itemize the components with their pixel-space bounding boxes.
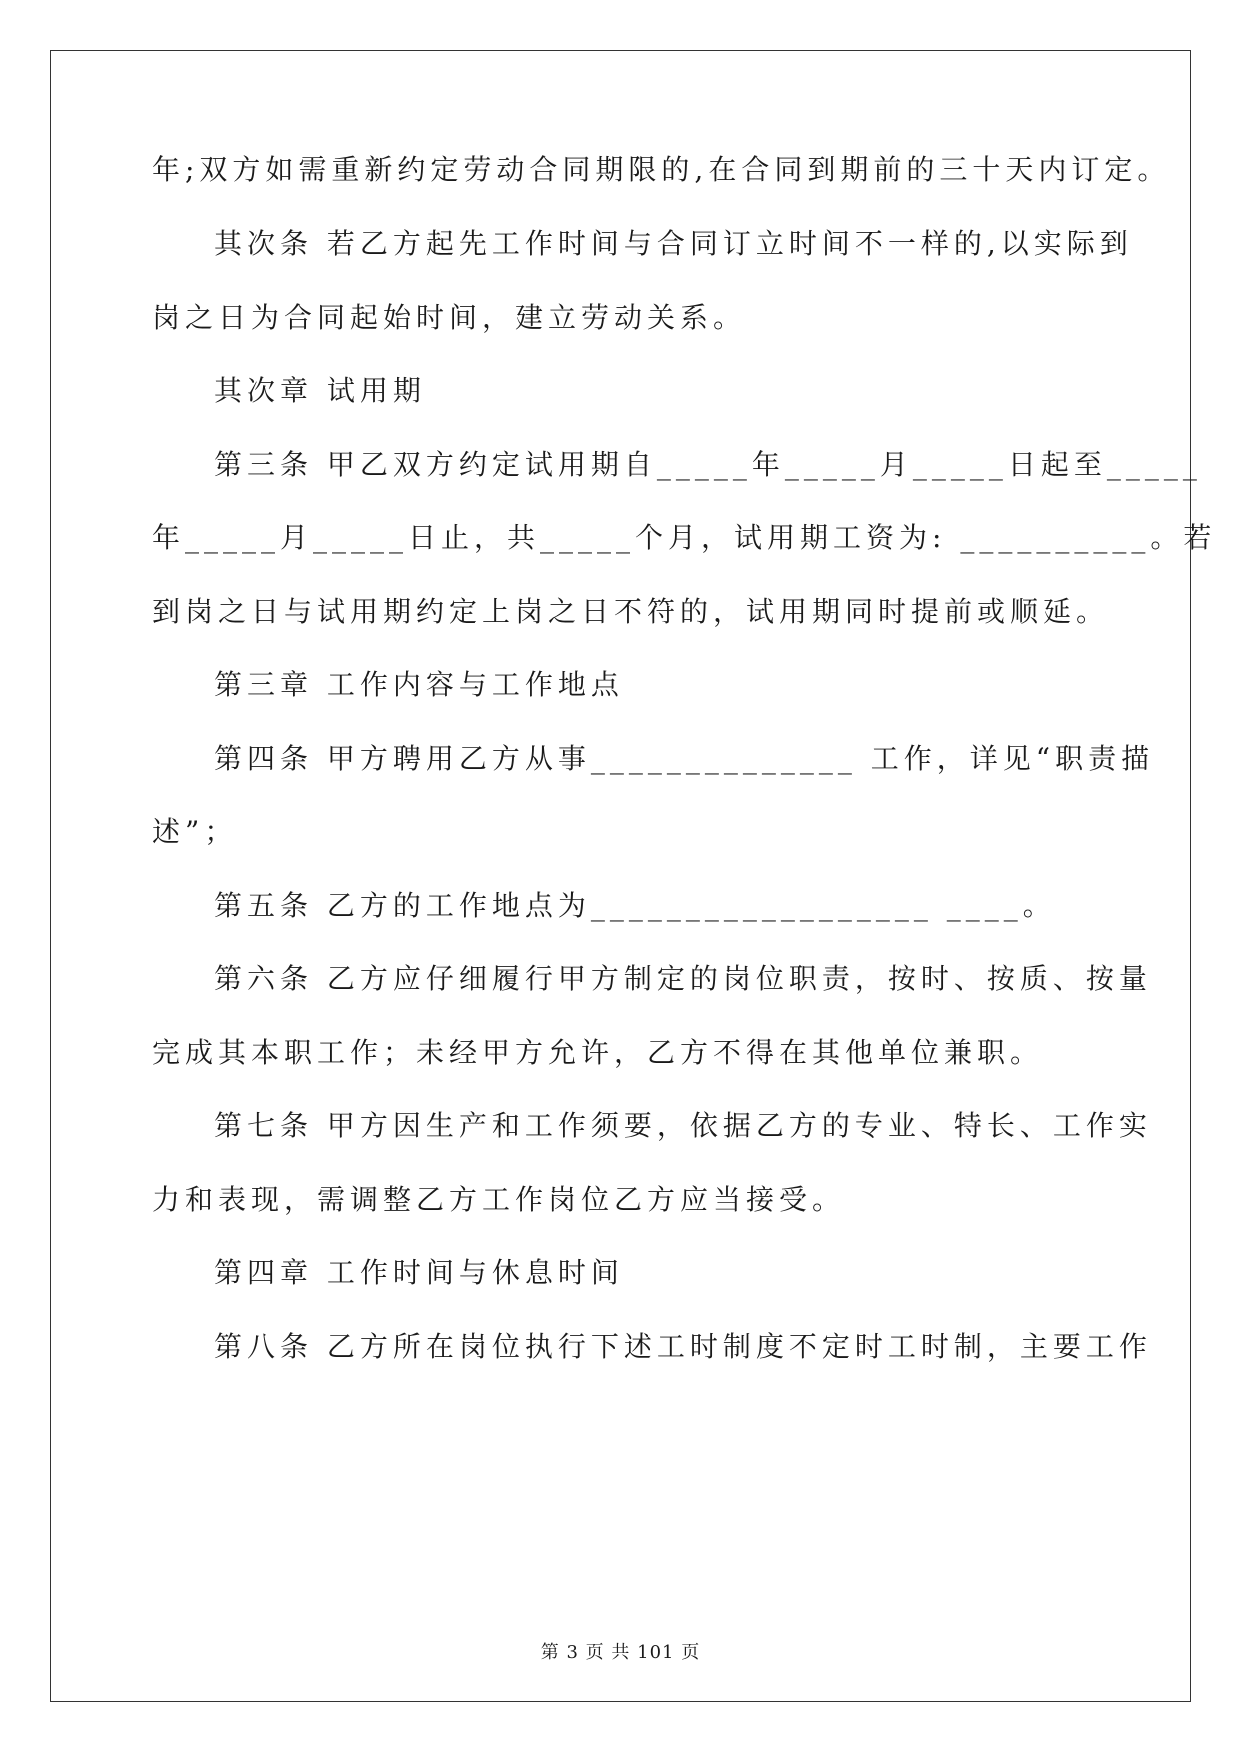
text-line: 岗之日为合同起始时间，建立劳动关系。 (152, 301, 747, 334)
chapter-heading: 其次章 试用期 (214, 374, 426, 407)
chapter-heading: 第四章 工作时间与休息时间 (214, 1256, 624, 1289)
chapter-heading: 第三章 工作内容与工作地点 (214, 668, 624, 701)
text-line: 年_____月_____日止，共_____个月，试用期工资为: __________。若 (152, 521, 1217, 554)
text-line: 第六条 乙方应仔细履行甲方制定的岗位职责，按时、按质、按量 (214, 962, 1152, 995)
text-line: 其次条 若乙方起先工作时间与合同订立时间不一样的,以实际到 (214, 227, 1133, 260)
text-line: 力和表现，需调整乙方工作岗位乙方应当接受。 (152, 1183, 846, 1216)
text-line: 第三条 甲乙双方约定试用期自_____年_____月_____日起至_____ (214, 448, 1202, 481)
text-line: 到岗之日与试用期约定上岗之日不符的，试用期同时提前或顺延。 (152, 595, 1110, 628)
text-line: 第七条 甲方因生产和工作须要，依据乙方的专业、特长、工作实 (214, 1109, 1152, 1142)
text-line: 述”； (152, 815, 238, 848)
text-line: 第五条 乙方的工作地点为__________________ ____。 (214, 889, 1056, 922)
text-line: 年;双方如需重新约定劳动合同期限的,在合同到期前的三十天内订定。 (152, 153, 1171, 186)
text-line: 第八条 乙方所在岗位执行下述工时制度不定时工时制，主要工作 (214, 1330, 1152, 1363)
text-line: 第四条 甲方聘用乙方从事______________ 工作，详见“职责描 (214, 742, 1155, 775)
text-line: 完成其本职工作；未经甲方允许，乙方不得在其他单位兼职。 (152, 1036, 1044, 1069)
page-number-footer: 第 3 页 共 101 页 (540, 1642, 701, 1663)
